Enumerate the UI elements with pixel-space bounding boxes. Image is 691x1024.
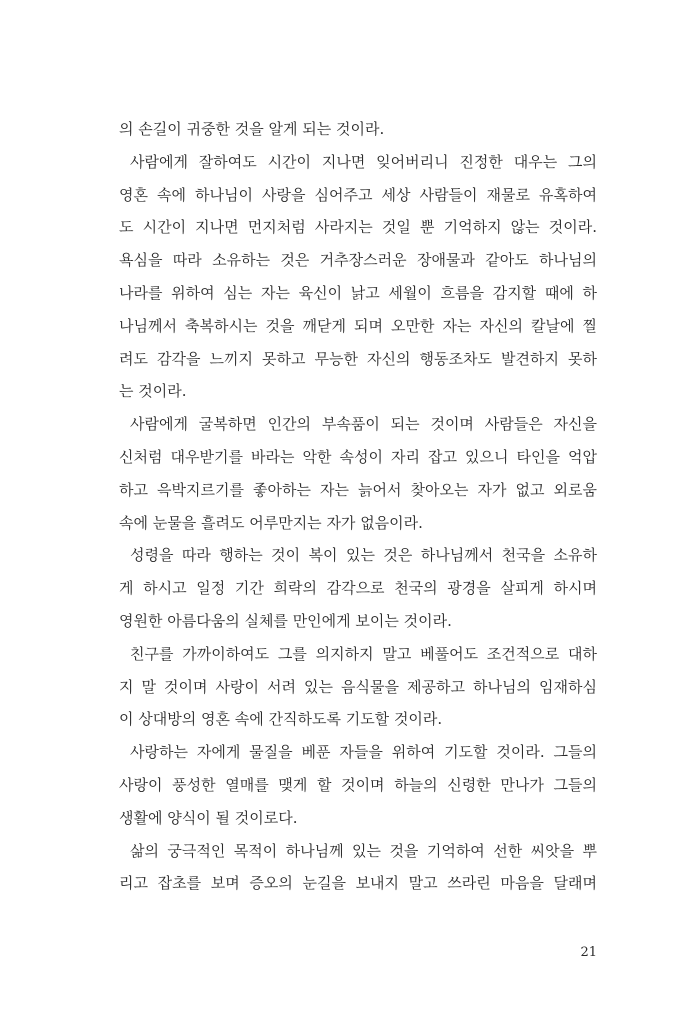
text-line: 신처럼 대우받기를 바라는 악한 속성이 자리 잡고 있으니 타인을 억압 — [119, 447, 597, 466]
text-line: 는 것이라. — [119, 382, 187, 401]
text-line: 사람에게 굴복하면 인간의 부속품이 되는 것이며 사람들은 자신을 — [130, 415, 597, 434]
text-line: 사랑이 풍성한 열매를 맺게 할 것이며 하늘의 신령한 만나가 그들의 — [119, 775, 597, 794]
body-text — [119, 113, 597, 900]
text-line: 하고 윽박지르기를 좋아하는 자는 늙어서 찾아오는 자가 없고 외로움 — [119, 480, 597, 499]
text-line: 리고 잡초를 보며 증오의 눈길을 보내지 말고 쓰라린 마음을 달래며 — [119, 874, 597, 893]
text-line: 속에 눈물을 흘려도 어루만지는 자가 없음이라. — [119, 513, 423, 532]
text-line: 욕심을 따라 소유하는 것은 거추장스러운 장애물과 같아도 하나님의 — [119, 251, 597, 270]
text-line: 도 시간이 지나면 먼지처럼 사라지는 것일 뿐 기억하지 않는 것이라. — [119, 218, 597, 237]
text-line: 사람에게 잘하여도 시간이 지나면 잊어버리니 진정한 대우는 그의 — [130, 152, 597, 171]
text-line: 의 손길이 귀중한 것을 알게 되는 것이라. — [119, 120, 385, 138]
text-line: 친구를 가까이하여도 그를 의지하지 말고 베풀어도 조건적으로 대하 — [130, 644, 597, 663]
text-line: 지 말 것이며 사랑이 서려 있는 음식물을 제공하고 하나님의 임재하심 — [119, 677, 597, 696]
text-line: 나라를 위하여 심는 자는 육신이 낡고 세월이 흐름을 감지할 때에 하 — [119, 283, 597, 302]
text-line: 영원한 아름다움의 실체를 만인에게 보이는 것이라. — [119, 611, 452, 630]
text-line: 나님께서 축복하시는 것을 깨닫게 되며 오만한 자는 자신의 칼날에 찔 — [119, 316, 597, 335]
text-line: 려도 감각을 느끼지 못하고 무능한 자신의 행동조차도 발견하지 못하 — [119, 349, 597, 368]
text-line: 이 상대방의 영혼 속에 간직하도록 기도할 것이라. — [119, 710, 443, 729]
text-line: 사랑하는 자에게 물질을 베푼 자들을 위하여 기도할 것이라. 그들의 — [130, 743, 597, 762]
text-line: 성령을 따라 행하는 것이 복이 있는 것은 하나님께서 천국을 소유하 — [130, 546, 597, 565]
text-line: 게 하시고 일정 기간 희락의 감각으로 천국의 광경을 살피게 하시며 — [119, 579, 597, 598]
text-line: 삶의 궁극적인 목적이 하나님께 있는 것을 기억하여 선한 씨앗을 뿌 — [130, 841, 597, 860]
page-number: 21 — [580, 945, 597, 960]
text-line: 영혼 속에 하나님이 사랑을 심어주고 세상 사람들이 재물로 유혹하여 — [119, 185, 597, 204]
text-line: 생활에 양식이 될 것이로다. — [119, 808, 298, 827]
